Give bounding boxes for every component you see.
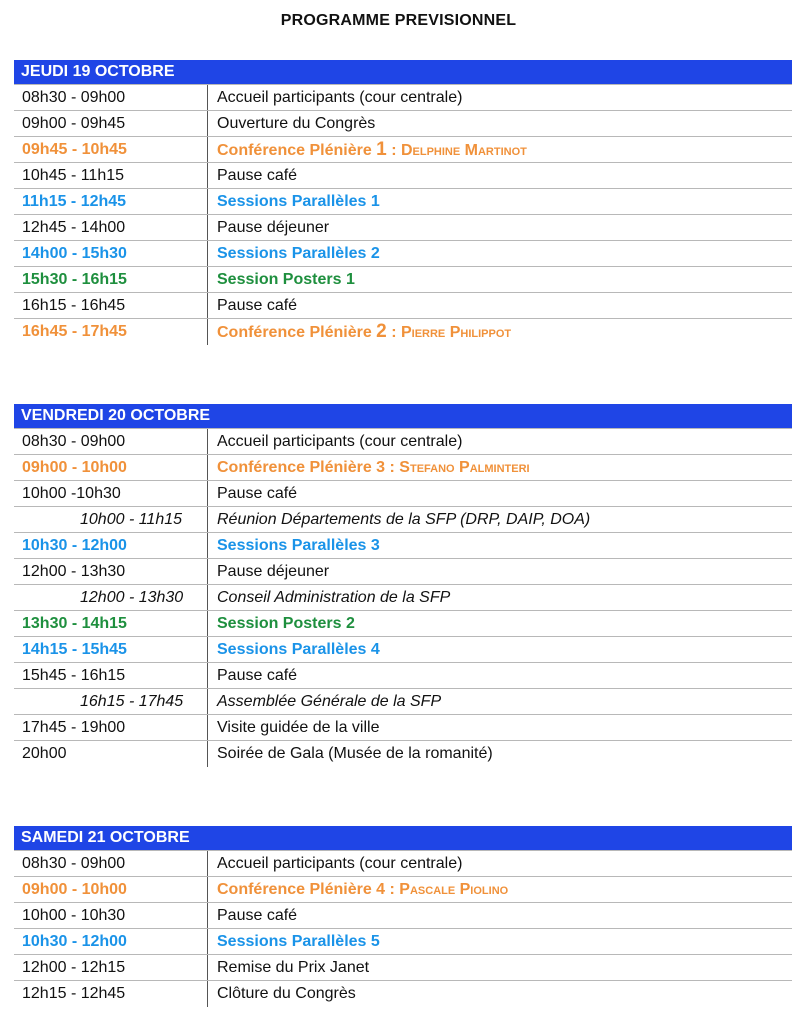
schedule-row [14,215,792,241]
row-label: Session Posters 2 [217,615,355,632]
row-label: Conseil Administration de la SFP [217,589,451,606]
column-divider [207,585,208,610]
schedule-row [14,663,792,689]
label-prefix: Conférence Plénière 3 : [217,459,400,476]
schedule-row [14,481,792,507]
schedule-row [14,559,792,585]
day-section [14,826,792,1007]
row-time: 14h15 - 15h45 [22,641,127,658]
schedule-row [14,929,792,955]
row-time: 08h30 - 09h00 [22,89,126,106]
schedule-row [14,981,792,1007]
row-label: Remise du Prix Janet [217,959,370,976]
row-time: 20h00 [22,745,67,762]
column-divider [207,611,208,636]
column-divider [207,903,208,928]
schedule-row [14,611,792,637]
column-divider [207,429,208,454]
column-divider [207,929,208,954]
schedule-row [14,267,792,293]
schedule-row [14,877,792,903]
schedule-row [14,741,792,767]
day-heading: JEUDI 19 OCTOBRE [14,60,792,84]
row-label: Sessions Parallèles 4 [217,641,380,658]
schedule-row [14,955,792,981]
row-time: 10h00 - 11h15 [80,511,183,528]
schedule-row [14,293,792,319]
row-label: Pause café [217,297,298,314]
row-time: 12h00 - 13h30 [22,563,126,580]
schedule-row [14,903,792,929]
row-label [217,137,527,164]
column-divider [207,981,208,1007]
row-time: 15h30 - 16h15 [22,271,127,288]
row-time: 16h15 - 17h45 [80,693,184,710]
plenary-number: 2 [376,321,387,342]
column-divider [207,163,208,188]
row-time: 12h00 - 12h15 [22,959,126,976]
label-prefix: Conférence Plénière 4 : [217,881,400,898]
row-label: Sessions Parallèles 1 [217,193,380,210]
column-divider [207,111,208,136]
schedule-row [14,851,792,877]
column-divider [207,955,208,980]
row-time: 09h45 - 10h45 [22,141,127,158]
row-label: Visite guidée de la ville [217,719,380,736]
row-time: 12h00 - 13h30 [80,589,184,606]
schedule-row [14,715,792,741]
row-time: 08h30 - 09h00 [22,433,126,450]
label-separator: : [386,142,401,159]
schedule-row [14,111,792,137]
row-time: 10h00 - 10h30 [22,907,126,924]
row-time: 09h00 - 09h45 [22,115,126,132]
day-heading: VENDREDI 20 OCTOBRE [14,404,792,428]
schedule-row [14,533,792,559]
schedule-row [14,241,792,267]
schedule-row [14,637,792,663]
column-divider [207,481,208,506]
column-divider [207,877,208,902]
column-divider [207,689,208,714]
day-section [14,60,792,345]
row-label: Accueil participants (cour centrale) [217,433,463,450]
schedule-row [14,163,792,189]
column-divider [207,137,208,162]
schedule-row [14,85,792,111]
column-divider [207,267,208,292]
row-time: 10h30 - 12h00 [22,537,127,554]
row-label: Pause déjeuner [217,219,330,236]
column-divider [207,507,208,532]
row-time: 16h15 - 16h45 [22,297,126,314]
row-time: 09h00 - 10h00 [22,459,127,476]
row-label: Accueil participants (cour centrale) [217,89,463,106]
row-label: Pause café [217,907,298,924]
row-time: 16h45 - 17h45 [22,323,127,340]
label-prefix: Conférence Plénière [217,324,377,341]
schedule-row [14,319,792,345]
row-label: Accueil participants (cour centrale) [217,855,463,872]
schedule-row [14,189,792,215]
row-time: 09h00 - 10h00 [22,881,127,898]
label-separator: : [386,324,401,341]
column-divider [207,455,208,480]
column-divider [207,851,208,876]
column-divider [207,85,208,110]
day-section [14,404,792,767]
row-label: Session Posters 1 [217,271,355,288]
speaker-name: Pascale Piolino [399,881,509,898]
row-label: Pause café [217,485,298,502]
column-divider [207,293,208,318]
column-divider [207,559,208,584]
row-time: 15h45 - 16h15 [22,667,126,684]
schedule-table [14,850,792,1007]
speaker-name: Pierre Philippot [400,324,512,341]
column-divider [207,663,208,688]
speaker-name: Delphine Martinot [400,142,527,159]
row-label [217,455,530,481]
row-label: Pause café [217,667,298,684]
day-heading: SAMEDI 21 OCTOBRE [14,826,792,850]
row-time: 08h30 - 09h00 [22,855,126,872]
row-label: Assemblée Générale de la SFP [217,693,442,710]
speaker-name: Stefano Palminteri [399,459,530,476]
column-divider [207,533,208,558]
row-label: Ouverture du Congrès [217,115,376,132]
row-label [217,319,511,346]
schedule-row [14,455,792,481]
schedule-row [14,429,792,455]
column-divider [207,715,208,740]
schedule-table [14,84,792,345]
row-time: 11h15 - 12h45 [22,193,127,210]
column-divider [207,637,208,662]
label-prefix: Conférence Plénière [217,142,377,159]
page-title: PROGRAMME PREVISIONNEL [280,12,517,29]
row-time: 10h00 -10h30 [22,485,121,502]
row-label: Sessions Parallèles 2 [217,245,380,262]
column-divider [207,189,208,214]
row-time: 14h00 - 15h30 [22,245,127,262]
row-time: 12h15 - 12h45 [22,985,126,1002]
row-label [217,877,508,903]
column-divider [207,241,208,266]
row-label: Pause café [217,167,298,184]
schedule-row [14,137,792,163]
row-label: Réunion Départements de la SFP (DRP, DAIP, DOA) [217,511,591,528]
row-label: Sessions Parallèles 3 [217,537,380,554]
row-label: Soirée de Gala (Musée de la romanité) [217,745,493,762]
row-time: 10h45 - 11h15 [22,167,125,184]
row-time: 17h45 - 19h00 [22,719,126,736]
row-label: Sessions Parallèles 5 [217,933,380,950]
column-divider [207,215,208,240]
column-divider [207,319,208,345]
row-time: 13h30 - 14h15 [22,615,127,632]
schedule-table [14,428,792,767]
row-label: Pause déjeuner [217,563,330,580]
row-time: 12h45 - 14h00 [22,219,126,236]
row-label: Clôture du Congrès [217,985,356,1002]
column-divider [207,741,208,767]
schedule-row [14,585,792,611]
schedule-row [14,507,792,533]
plenary-number: 1 [376,139,387,160]
schedule-row [14,689,792,715]
row-time: 10h30 - 12h00 [22,933,127,950]
